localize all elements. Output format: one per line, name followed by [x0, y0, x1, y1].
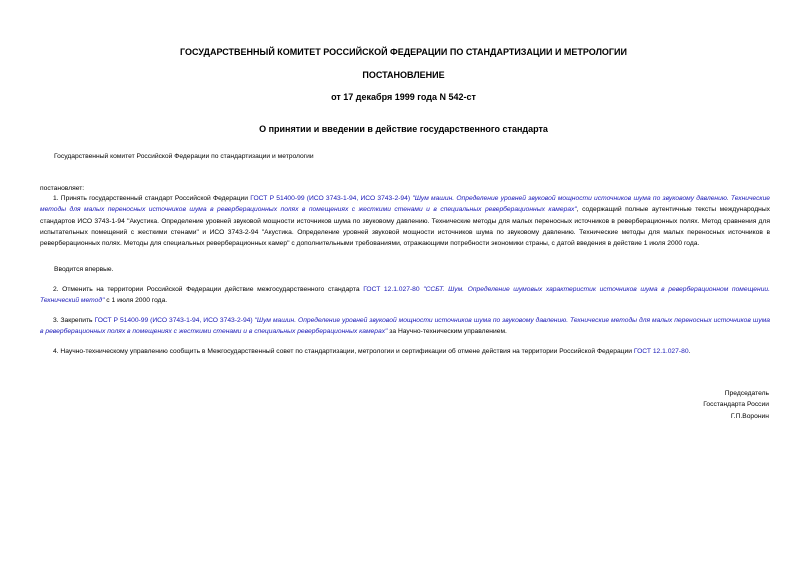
paragraph-2-prefix: 2. Отменить на территории Российской Федерации действие межгосударственного стандарта: [53, 286, 364, 293]
signature-role: Председатель: [724, 390, 769, 397]
paragraph-1-suffix: , содержащий полные аутентичные тексты международных стандартов ИСО 3743-1-94 "Акустика. Определение уровней звуковой мощности источников шума по звуковому давлению. Технические методы для малых переносных источников в реверберационных полях. Метод сравнения для испытательных помещений с жесткими стенами" и ИСО 3743-2-94 "Акустика. Определение уровней звуковой мощности источников шума по звуковому давлению. Технические методы для малых переносных источников в реверберационных полях. Методы для специальных реверберационных камер" с дополнительными требованиями, отражающими потребности экономики страны, с датой введения в действие 1 июля 2000 года.: [40, 206, 770, 248]
paragraph-2: [40, 284, 770, 307]
paragraph-3-prefix: 3. Закрепить: [53, 317, 95, 324]
paragraph-4-prefix: 4. Научно-техническому управлению сообщить в Межгосударственный совет по стандартизации, метрологии и сертификации об отмене действия на территории Российской Федерации: [53, 348, 634, 355]
committee-heading: ГОСУДАРСТВЕННЫЙ КОМИТЕТ РОССИЙСКОЙ ФЕДЕРАЦИИ ПО СТАНДАРТИЗАЦИИ И МЕТРОЛОГИИ: [180, 47, 627, 57]
intro-text: Государственный комитет Российской Федерации по стандартизации и метрологии: [54, 153, 314, 160]
signature-name: Г.П.Воронин: [730, 412, 769, 420]
paragraph-2-suffix: с 1 июля 2000 года.: [104, 297, 168, 305]
signature-org: Госстандарта России: [703, 401, 769, 409]
paragraph-1: [40, 193, 770, 249]
gost-12-1-027-link-2[interactable]: ГОСТ 12.1.027-80: [633, 348, 689, 355]
decree-text: постановляет:: [40, 185, 85, 192]
paragraph-4-suffix: .: [688, 348, 691, 355]
paragraph-3-suffix: за Научно-техническим управлением.: [387, 328, 507, 336]
first-introduced-note: Вводится впервые.: [54, 266, 114, 273]
subject-heading: О принятии и введении в действие государственного стандарта: [259, 124, 548, 134]
gost-12-1-027-link[interactable]: ГОСТ 12.1.027-80 "ССБТ. Шум. Определение шумовых характеристик источников шума в реверберационном помещении. Технический метод": [40, 286, 771, 305]
paragraph-1-prefix: 1. Принять государственный стандарт Российской Федерации: [53, 195, 251, 202]
date-number-heading: от 17 декабря 1999 года N 542-ст: [331, 92, 476, 102]
signature-block: [569, 388, 769, 422]
gost-r-51400-link-2[interactable]: ГОСТ Р 51400-99 (ИСО 3743-1-94, ИСО 3743-2-94) "Шум машин. Определение уровней звуковой мощности источников шума по звуковому давлению. Технические методы для малых переносных источников шума в реверберационных полях в помещениях с жесткими стенами и в специальных реверберационных камерах": [40, 317, 771, 336]
document-type-heading: ПОСТАНОВЛЕНИЕ: [362, 70, 445, 80]
paragraph-4: [40, 346, 770, 357]
gost-r-51400-link[interactable]: ГОСТ Р 51400-99 (ИСО 3743-1-94, ИСО 3743-2-94) "Шум машин. Определение уровней звуковой мощности источников шума по звуковому давлению. Технические методы для малых переносных источников шума в реверберационных полях в помещениях с жесткими стенами и в специальных реверберационных камерах": [40, 195, 771, 214]
paragraph-3: [40, 315, 770, 338]
